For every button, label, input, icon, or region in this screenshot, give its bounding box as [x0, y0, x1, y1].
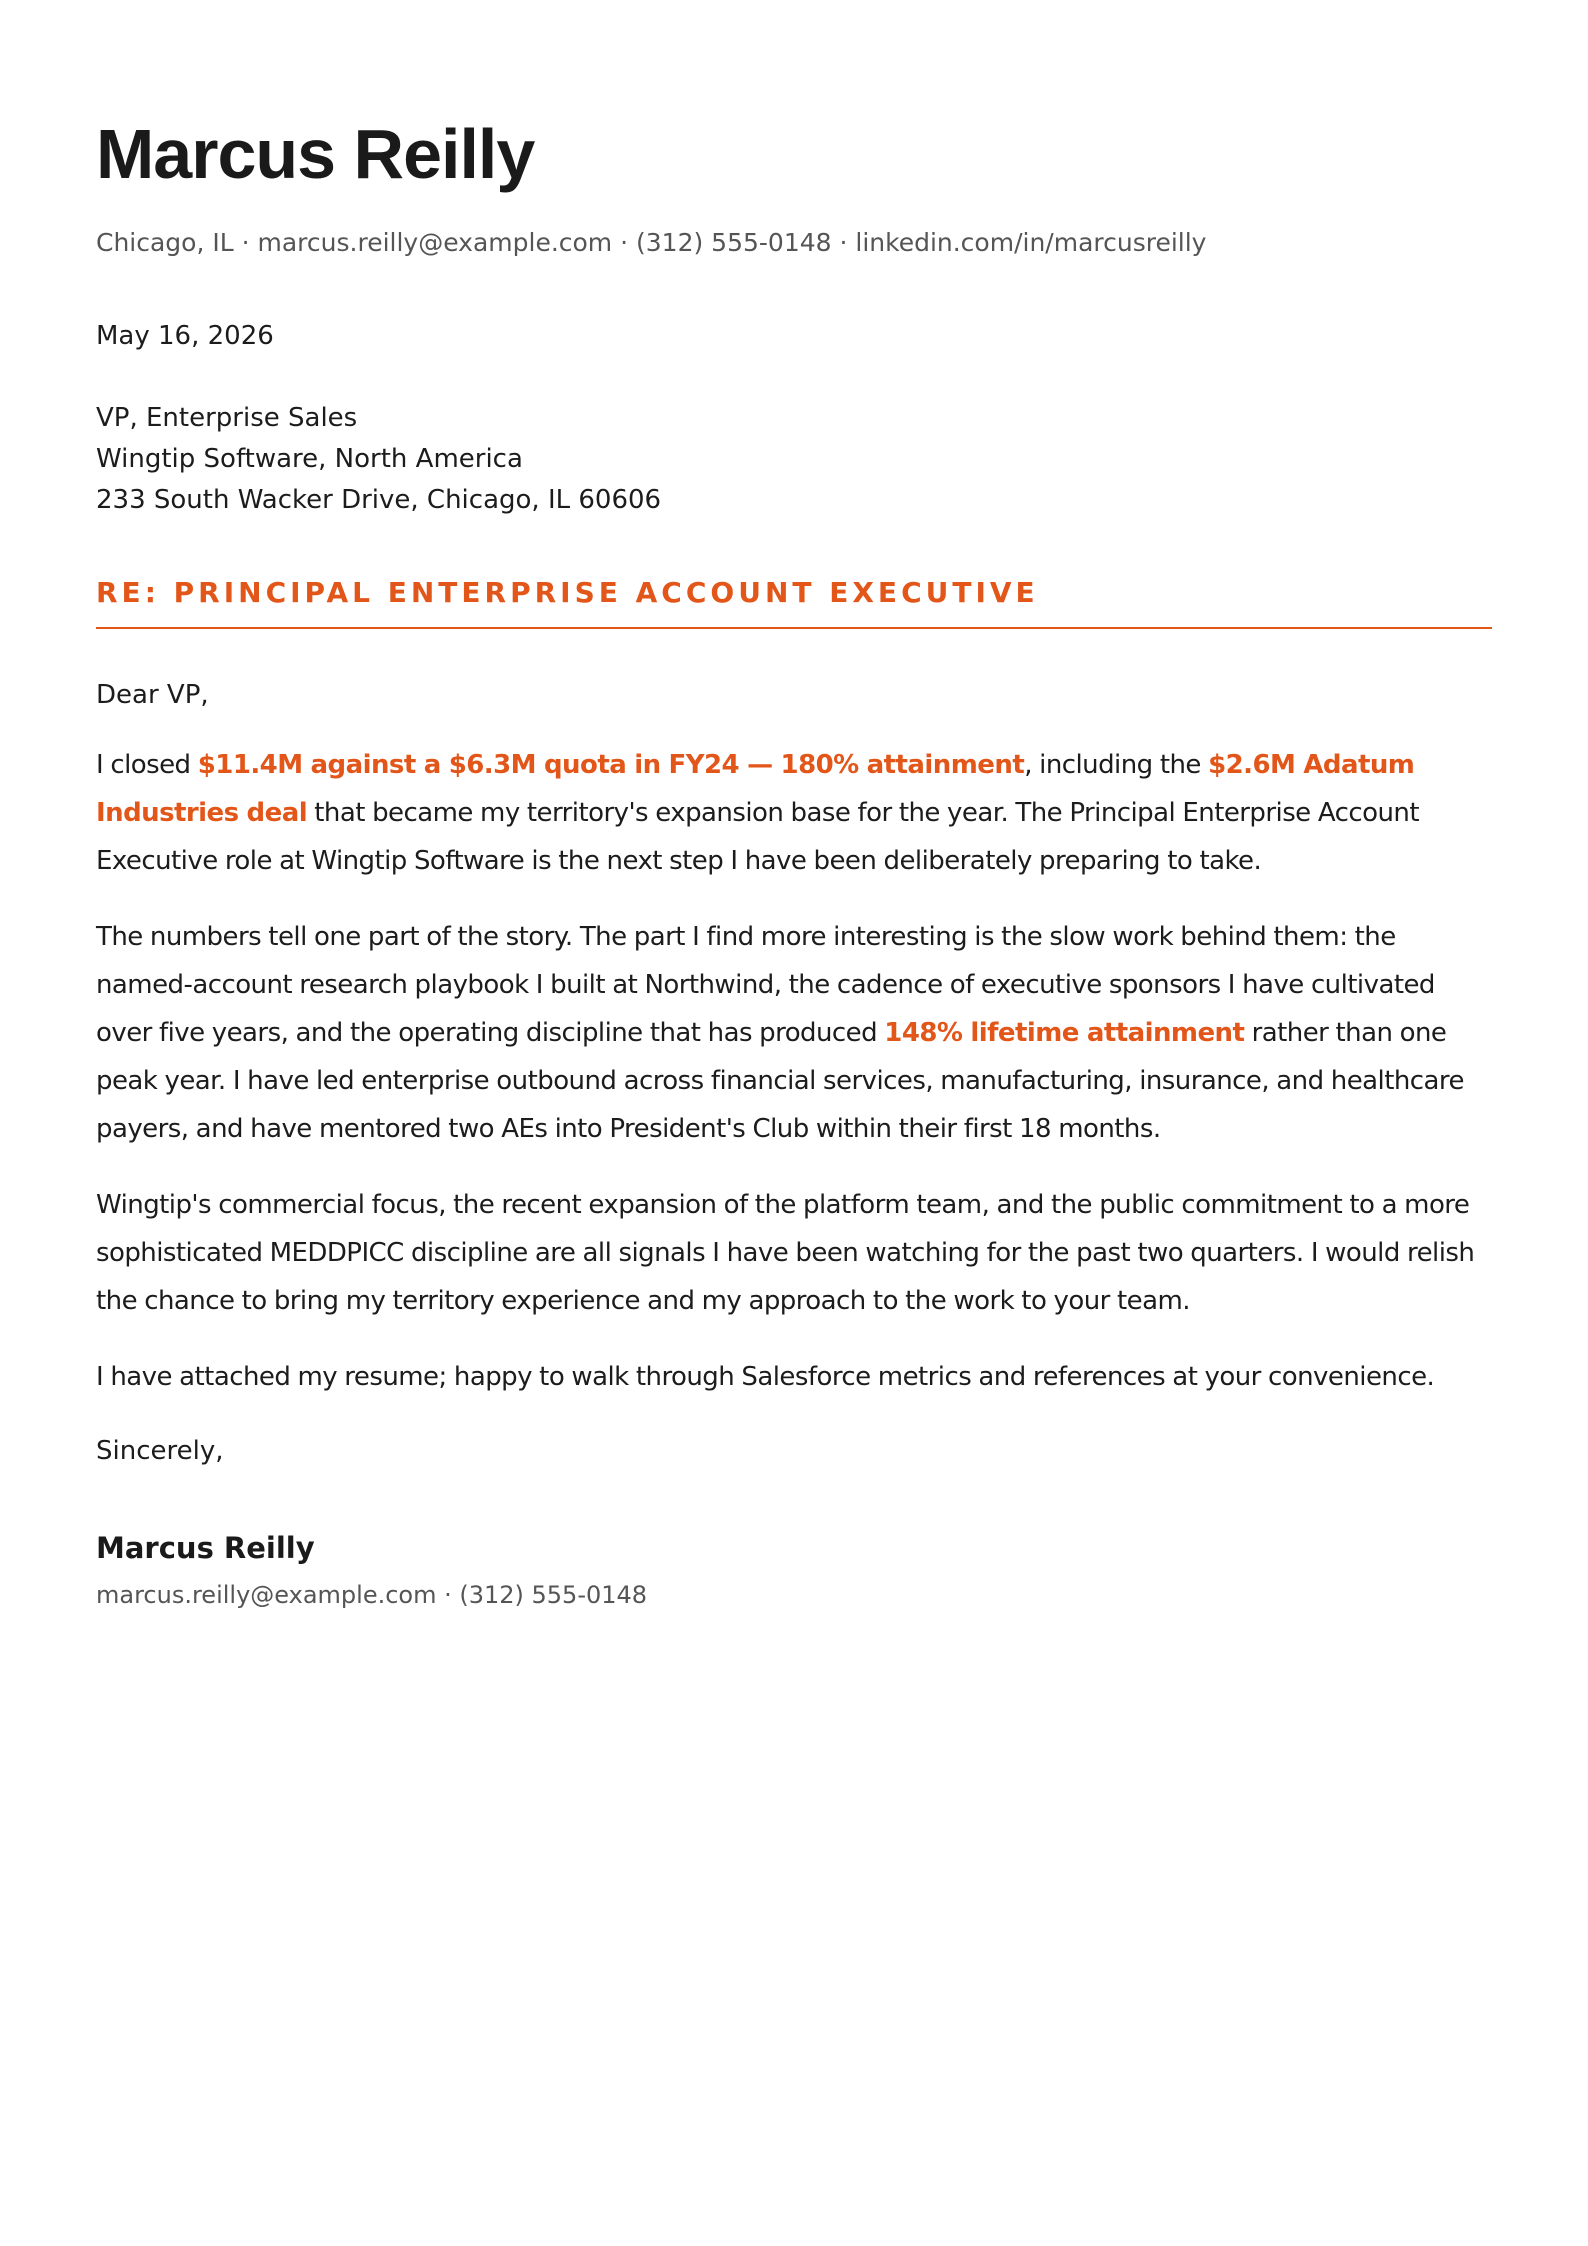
signoff: Sincerely, — [96, 1436, 224, 1466]
signature-name: Marcus Reilly — [96, 1531, 315, 1565]
paragraph-2-text-2: rather than one peak year. I have led enterprise outbound across financial services, manufacturing, insurance, and healthcare payers, and have mentored two AEs into President's Club within their first 18 months. — [96, 1018, 1464, 1144]
paragraph-3: Wingtip's commercial focus, the recent expansion of the platform team, and the public commitment to a more sophisticated MEDDPICC discipline are all signals I have been watching for the past two quarters. I would relish the chance to bring my territory experience and my approach to the work to your team. — [96, 1190, 1475, 1316]
paragraph-4: I have attached my resume; happy to walk through Salesforce metrics and references at your convenience. — [96, 1362, 1435, 1392]
recipient-title: VP, Enterprise Sales — [96, 403, 358, 433]
highlight-lifetime-attainment: 148% lifetime attainment — [884, 1018, 1245, 1048]
recipient-block — [96, 398, 1492, 521]
paragraph-2 — [96, 913, 1492, 1153]
paragraph-1 — [96, 741, 1492, 885]
paragraph-1-text-3: that became my territory's expansion base for the year. The Principal Enterprise Account Executive role at Wingtip Software is the next step I have been deliberately preparing to take. — [96, 798, 1419, 876]
highlight-fy24-attainment: $11.4M against a $6.3M quota in FY24 — 180% attainment — [197, 750, 1025, 780]
paragraph-1-text-2: , including the — [1024, 750, 1209, 780]
letter-date: May 16, 2026 — [96, 321, 274, 351]
applicant-name: Marcus Reilly — [96, 115, 535, 193]
salutation: Dear VP, — [96, 680, 209, 710]
recipient-address: 233 South Wacker Drive, Chicago, IL 60606 — [96, 485, 662, 515]
highlight-adatum-deal: $2.6M Adatum Industries deal — [96, 750, 1415, 828]
paragraph-1-text-1: I closed — [96, 750, 198, 780]
recipient-company: Wingtip Software, North America — [96, 444, 523, 474]
paragraph-2-text-1: The numbers tell one part of the story. The part I find more interesting is the slow work behind them: the named-account research playbook I built at Northwind, the cadence of executive sponsors I have cultivated over five years, and the operating discipline that has produced — [96, 922, 1435, 1048]
subject-line: RE: PRINCIPAL ENTERPRISE ACCOUNT EXECUTIVE — [96, 575, 1492, 629]
header-contact-line: Chicago, IL · marcus.reilly@example.com · (312) 555-0148 · linkedin.com/in/marcusreilly — [96, 228, 1207, 257]
signature-contact-line: marcus.reilly@example.com · (312) 555-0148 — [96, 1581, 648, 1609]
